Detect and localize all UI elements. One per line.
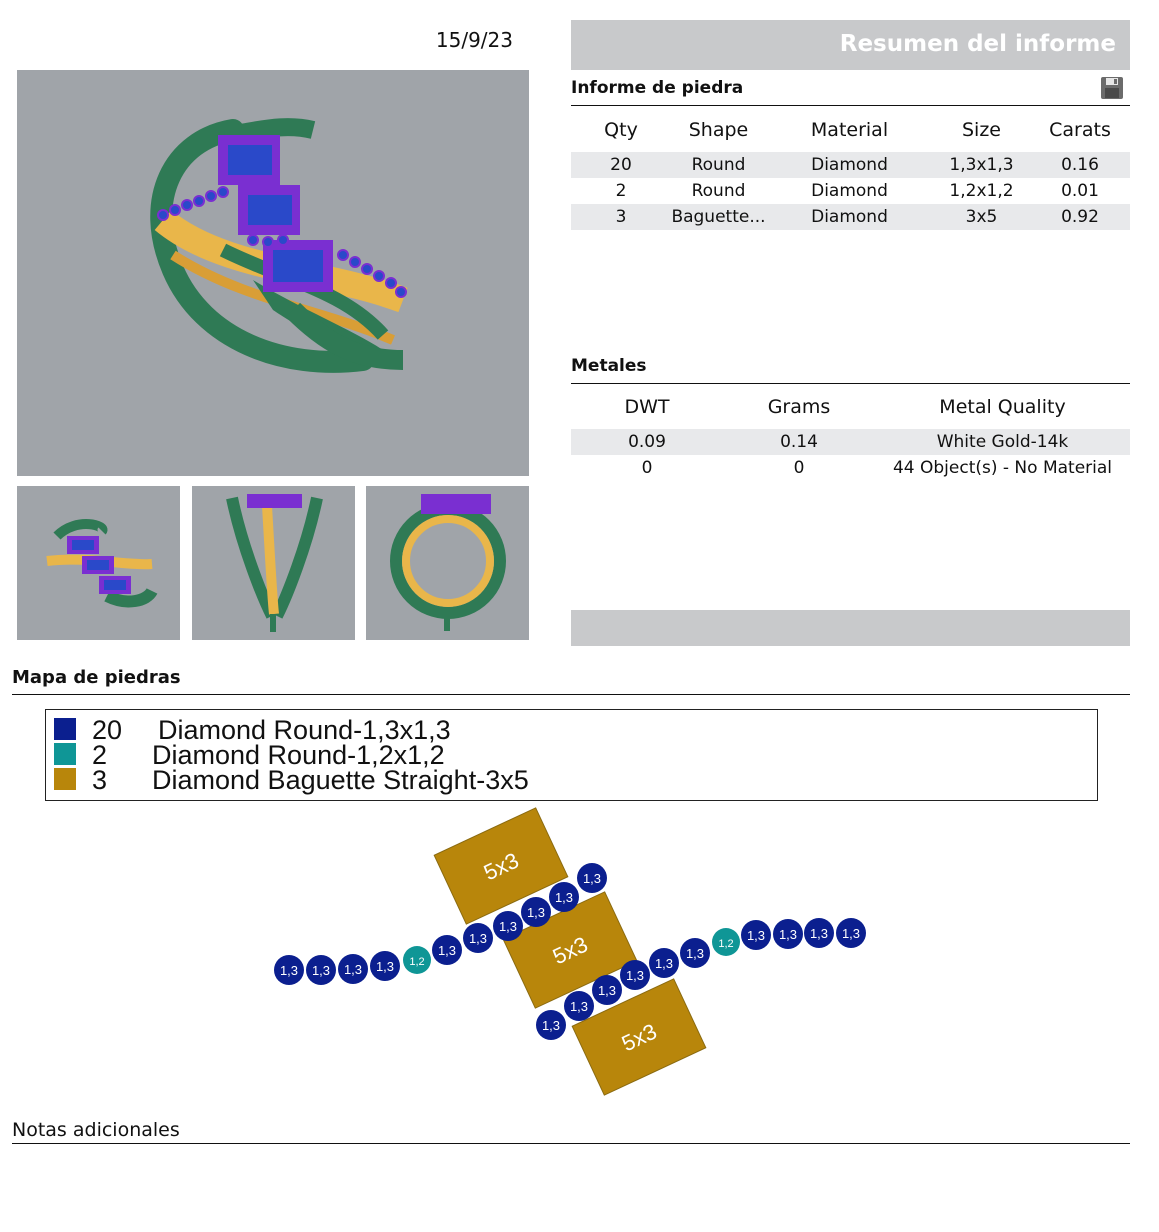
report-date: 15/9/23 bbox=[435, 28, 513, 52]
round-label: 1,3 bbox=[375, 959, 395, 974]
table-cell: 0.01 bbox=[1061, 181, 1099, 201]
round-stone-large bbox=[306, 955, 336, 985]
round-label: 1,2 bbox=[718, 938, 734, 950]
round-stone-large bbox=[773, 919, 803, 949]
round-stone-large bbox=[549, 882, 579, 912]
column-header: Metal Quality bbox=[939, 396, 1066, 418]
round-label: 1,3 bbox=[582, 871, 602, 886]
summary-footer-bar bbox=[571, 610, 1130, 646]
round-label: 1,2 bbox=[409, 956, 425, 968]
table-cell: 0.92 bbox=[1030, 204, 1130, 230]
metals-table bbox=[571, 385, 1130, 481]
table-cell: 2 bbox=[615, 181, 627, 201]
legend-swatch bbox=[54, 768, 76, 790]
legend-name: Diamond Round-1,2x1,2 bbox=[152, 740, 445, 770]
table-cell: 0.14 bbox=[723, 429, 875, 455]
baguette-label: 5x3 bbox=[479, 847, 523, 886]
table-row bbox=[571, 429, 1130, 455]
table-row bbox=[571, 204, 1130, 230]
table-cell: 44 Object(s) - No Material bbox=[892, 458, 1113, 478]
round-label: 1,3 bbox=[526, 905, 546, 920]
column-header: Qty bbox=[604, 119, 638, 141]
round-stone-large bbox=[536, 1010, 566, 1040]
round-label: 1,3 bbox=[311, 963, 331, 978]
stone-table-header bbox=[571, 108, 1130, 152]
baguette-label: 5x3 bbox=[548, 931, 592, 970]
round-stone-large bbox=[680, 938, 710, 968]
round-stone-large bbox=[274, 955, 304, 985]
column-header: Shape bbox=[688, 119, 749, 141]
table-cell: 20 bbox=[571, 152, 671, 178]
stone-map-diagram bbox=[12, 805, 1112, 1100]
table-cell: Diamond bbox=[766, 152, 933, 178]
round-label: 1,3 bbox=[468, 931, 488, 946]
metals-rule bbox=[571, 383, 1130, 384]
legend-qty: 3 bbox=[92, 765, 108, 795]
table-cell: White Gold-14k bbox=[875, 429, 1130, 455]
round-stone-large bbox=[836, 918, 866, 948]
stone-map-legend bbox=[45, 709, 1098, 801]
round-label: 1,3 bbox=[778, 927, 798, 942]
table-cell: 0.16 bbox=[1030, 152, 1130, 178]
table-cell: Diamond bbox=[811, 181, 888, 201]
round-label: 1,3 bbox=[498, 919, 518, 934]
main-render-view[interactable] bbox=[17, 70, 529, 476]
table-cell: 1,3x1,3 bbox=[933, 152, 1030, 178]
table-row bbox=[571, 152, 1130, 178]
round-stone-large bbox=[620, 960, 650, 990]
round-label: 1,3 bbox=[569, 999, 589, 1014]
round-stone-large bbox=[741, 920, 771, 950]
round-label: 1,3 bbox=[279, 963, 299, 978]
stone-report-title: Informe de piedra bbox=[571, 78, 744, 98]
save-icon[interactable] bbox=[1100, 76, 1124, 100]
table-cell: 3 bbox=[571, 204, 671, 230]
round-stone-large bbox=[649, 948, 679, 978]
round-label: 1,3 bbox=[597, 983, 617, 998]
legend-swatch bbox=[54, 718, 76, 740]
column-header: Grams bbox=[767, 396, 831, 418]
column-header: Size bbox=[961, 119, 1001, 141]
round-label: 1,3 bbox=[625, 968, 645, 983]
ring-render-main bbox=[17, 70, 529, 476]
summary-title: Resumen del informe bbox=[839, 31, 1116, 57]
legend-name: Diamond Round-1,3x1,3 bbox=[158, 715, 451, 745]
legend-qty: 2 bbox=[92, 740, 108, 770]
table-cell: 0 bbox=[641, 458, 653, 478]
thumbnail-side-view[interactable] bbox=[192, 486, 355, 640]
round-label: 1,3 bbox=[554, 890, 574, 905]
table-row bbox=[571, 178, 1130, 204]
summary-header bbox=[571, 20, 1130, 70]
round-stone-small bbox=[403, 946, 431, 974]
legend-name: Diamond Baguette Straight-3x5 bbox=[152, 765, 529, 795]
round-label: 1,3 bbox=[541, 1018, 561, 1033]
round-stone-large bbox=[577, 863, 607, 893]
round-stone-large bbox=[463, 923, 493, 953]
round-label: 1,3 bbox=[746, 928, 766, 943]
round-label: 1,3 bbox=[809, 926, 829, 941]
legend-swatch bbox=[54, 743, 76, 765]
table-cell: Round bbox=[671, 152, 766, 178]
table-cell: 3x5 bbox=[933, 204, 1030, 230]
baguette-label: 5x3 bbox=[617, 1018, 661, 1057]
ring-render-side bbox=[192, 486, 355, 640]
round-stone-large bbox=[493, 911, 523, 941]
thumbnail-top-view[interactable] bbox=[17, 486, 180, 640]
stone-table bbox=[571, 108, 1130, 230]
round-stone-large bbox=[592, 975, 622, 1005]
stone-report-rule bbox=[571, 105, 1130, 106]
round-stone-small bbox=[712, 928, 740, 956]
stone-map-title: Mapa de piedras bbox=[12, 667, 181, 688]
round-label: 1,3 bbox=[841, 926, 861, 941]
baguette-stone bbox=[569, 979, 706, 1095]
metals-title: Metales bbox=[571, 356, 647, 376]
column-header: Carats bbox=[1049, 119, 1111, 141]
legend-qty: 20 bbox=[92, 715, 123, 745]
round-label: 1,3 bbox=[654, 956, 674, 971]
round-label: 1,3 bbox=[437, 943, 457, 958]
table-cell: Baguette... bbox=[671, 204, 766, 230]
notes-title: Notas adicionales bbox=[12, 1119, 180, 1141]
metals-table-header bbox=[571, 385, 1130, 429]
notes-rule bbox=[12, 1143, 1130, 1144]
column-header: Material bbox=[810, 119, 889, 141]
table-cell: 0.09 bbox=[571, 429, 723, 455]
ring-render-top bbox=[17, 486, 180, 640]
thumbnail-front-view[interactable] bbox=[366, 486, 529, 640]
table-cell: Diamond bbox=[766, 204, 933, 230]
round-stone-large bbox=[370, 951, 400, 981]
table-cell: 1,2x1,2 bbox=[949, 181, 1014, 201]
round-stone-large bbox=[521, 897, 551, 927]
stone-map-rule bbox=[12, 694, 1130, 695]
column-header: DWT bbox=[624, 396, 670, 418]
round-label: 1,3 bbox=[685, 946, 705, 961]
round-stone-large bbox=[338, 954, 368, 984]
round-stone-large bbox=[432, 935, 462, 965]
table-row bbox=[571, 455, 1130, 481]
table-cell: Round bbox=[691, 181, 746, 201]
round-label: 1,3 bbox=[343, 962, 363, 977]
ring-render-front bbox=[366, 486, 529, 640]
round-stone-large bbox=[804, 918, 834, 948]
table-cell: 0 bbox=[793, 458, 805, 478]
round-stone-large bbox=[564, 991, 594, 1021]
